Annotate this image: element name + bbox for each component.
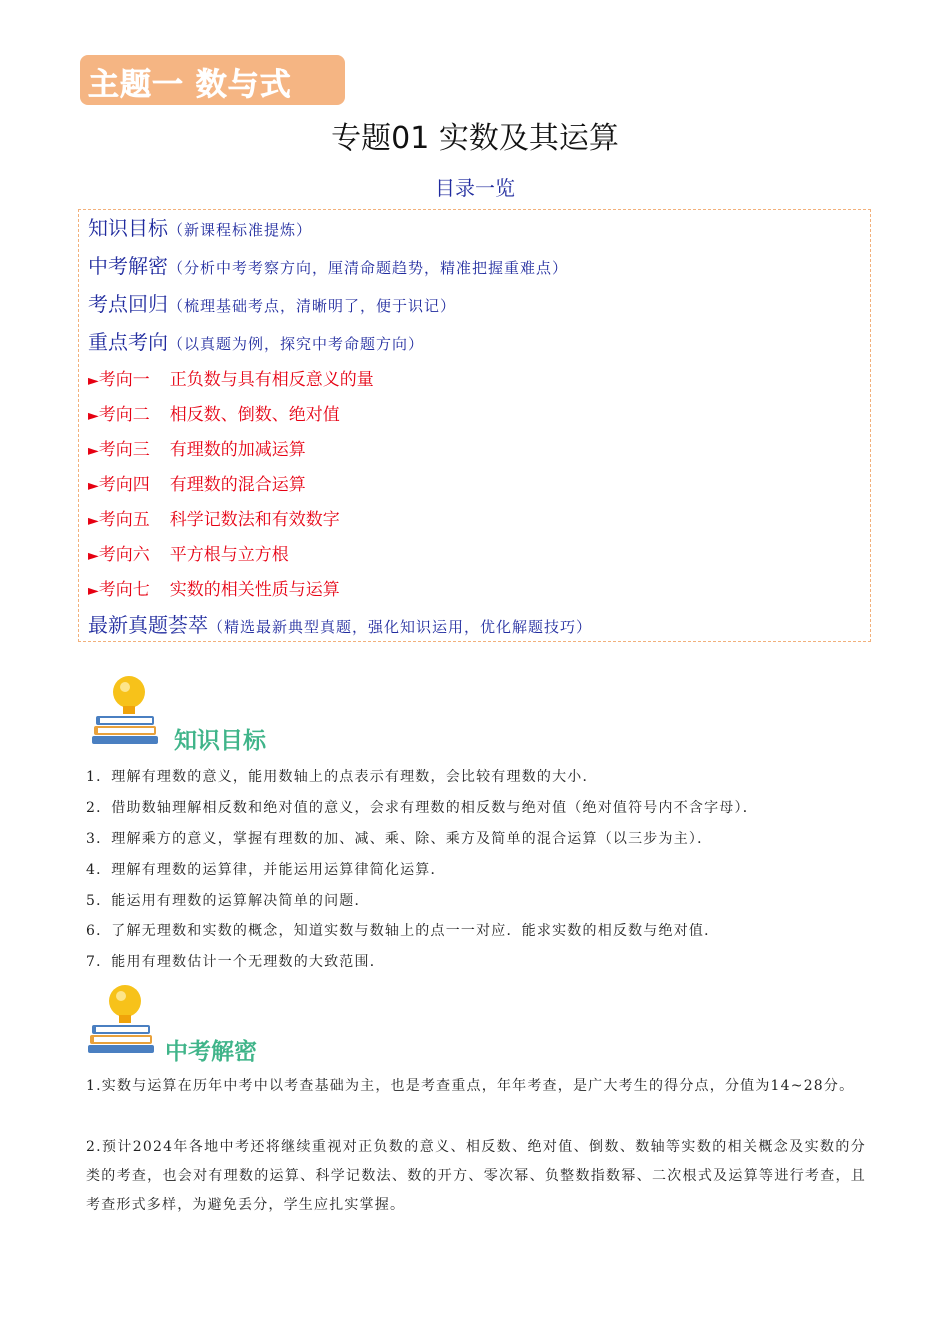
list-item: 1．理解有理数的意义，能用数轴上的点表示有理数，会比较有理数的大小．	[86, 769, 598, 785]
list-item: 7．能用有理数估计一个无理数的大致范围．	[86, 954, 385, 970]
toc-item-latest-exams[interactable]	[88, 609, 592, 638]
toc-sub-text: 实数的相关性质与运算	[169, 580, 340, 600]
toc-sub-item-1[interactable]	[88, 365, 374, 390]
toc-box	[78, 209, 871, 642]
section-heading-exam-analysis: 中考解密	[165, 1039, 257, 1065]
section-heading-knowledge: 知识目标	[174, 728, 266, 754]
toc-item-exam-analysis[interactable]	[88, 250, 568, 279]
toc-sub-text: 有理数的加减运算	[169, 440, 306, 460]
toc-sub-item-2[interactable]	[88, 400, 340, 425]
toc-heading: 目录一览	[435, 176, 515, 200]
arrow-right-icon: ►	[88, 548, 99, 564]
toc-sub-text: 有理数的混合运算	[169, 475, 306, 495]
toc-sub-text: 相反数、倒数、绝对值	[169, 405, 340, 425]
page-title: 专题01 实数及其运算	[331, 121, 619, 156]
toc-item-label: 中考解密	[88, 254, 168, 278]
toc-sub-text: 科学记数法和有效数字	[169, 510, 340, 530]
toc-sub-num: 考向六	[98, 545, 150, 565]
arrow-right-icon: ►	[88, 478, 99, 494]
toc-item-review[interactable]	[88, 288, 456, 317]
toc-item-label: 最新真题荟萃	[88, 613, 208, 637]
arrow-right-icon: ►	[88, 443, 99, 459]
paragraph: 2.预计2024年各地中考还将继续重视对正负数的意义、相反数、绝对值、倒数、数轴等实数的相关概念及实数的分类的考查，也会对有理数的运算、科学记数法、数的开方、零次幂、负整数指数幂、二次根式及运算等进行考查，且考查形式多样，为避免丢分，学生应扎实掌握。	[86, 1139, 866, 1213]
list-item: 6．了解无理数和实数的概念，知道实数与数轴上的点一一对应．能求实数的相反数与绝对值．	[86, 923, 720, 939]
toc-item-label: 考点回归	[88, 292, 168, 316]
toc-item-note: （新课程标准提炼）	[168, 221, 313, 239]
list-item: 3．理解乘方的意义，掌握有理数的加、减、乘、除、乘方及简单的混合运算（以三步为主）．	[86, 831, 713, 847]
toc-item-label: 知识目标	[88, 216, 168, 240]
toc-sub-item-5[interactable]	[88, 505, 340, 530]
toc-item-focus[interactable]	[88, 326, 424, 355]
arrow-right-icon: ►	[88, 583, 99, 599]
list-item: 4．理解有理数的运算律，并能运用运算律简化运算．	[86, 862, 446, 878]
paragraph: 1.实数与运算在历年中考中以考查基础为主，也是考查重点，年年考查，是广大考生的得分点，分值为14~28分。	[86, 1078, 855, 1094]
toc-item-note: （精选最新典型真题，强化知识运用，优化解题技巧）	[208, 618, 593, 636]
list-item: 2．借助数轴理解相反数和绝对值的意义，会求有理数的相反数与绝对值（绝对值符号内不含字母）．	[86, 800, 758, 816]
toc-item-note: （梳理基础考点，清晰明了，便于识记）	[168, 297, 457, 315]
toc-item-label: 重点考向	[88, 330, 168, 354]
toc-sub-text: 正负数与具有相反意义的量	[169, 370, 374, 390]
toc-sub-num: 考向一	[98, 370, 150, 390]
toc-sub-num: 考向五	[98, 510, 150, 530]
arrow-right-icon: ►	[88, 513, 99, 529]
toc-sub-num: 考向二	[98, 405, 150, 425]
toc-sub-item-6[interactable]	[88, 540, 289, 565]
toc-sub-item-7[interactable]	[88, 575, 340, 600]
toc-item-note: （以真题为例，探究中考命题方向）	[168, 335, 425, 353]
toc-item-note: （分析中考考察方向，厘清命题趋势，精准把握重难点）	[168, 259, 569, 277]
toc-sub-num: 考向三	[98, 440, 150, 460]
topic-banner	[80, 55, 345, 105]
toc-sub-item-3[interactable]	[88, 435, 306, 460]
toc-sub-num: 考向七	[98, 580, 150, 600]
toc-sub-text: 平方根与立方根	[169, 545, 289, 565]
toc-item-knowledge[interactable]	[88, 212, 312, 241]
list-item: 5．能运用有理数的运算解决简单的问题．	[86, 893, 370, 909]
arrow-right-icon: ►	[88, 373, 99, 389]
toc-sub-item-4[interactable]	[88, 470, 306, 495]
arrow-right-icon: ►	[88, 408, 99, 424]
topic-banner-text: 主题一 数与式	[88, 67, 292, 103]
toc-sub-num: 考向四	[98, 475, 150, 495]
